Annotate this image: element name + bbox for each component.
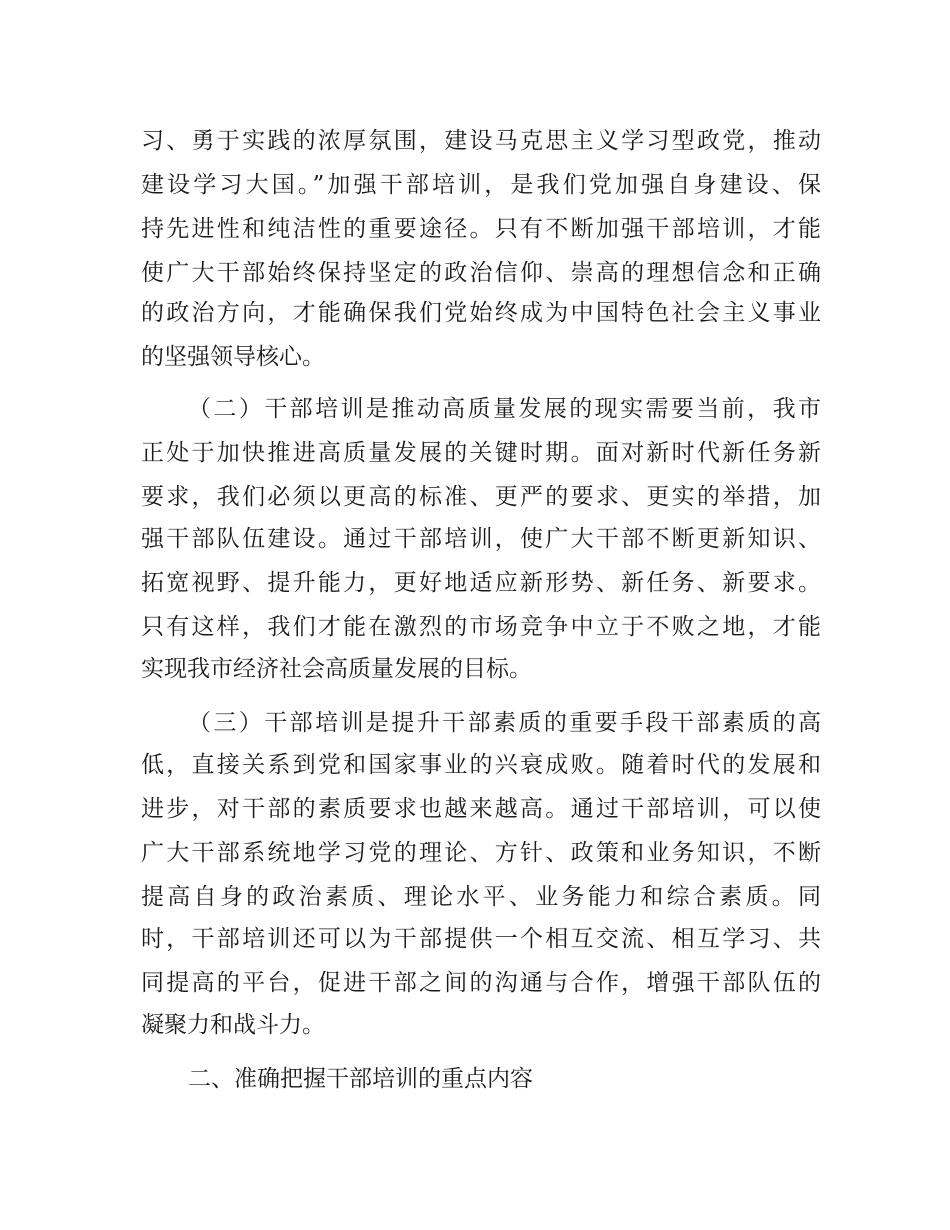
paragraph-2-line-6: 只有这样，我们才能在激烈的市场竞争中立于不败之地，才能 xyxy=(141,614,821,640)
paragraph-3-line-2: 低，直接关系到党和国家事业的兴衰成败。随着时代的发展和 xyxy=(141,752,821,778)
paragraph-1-line-1: 习、勇于实践的浓厚氛围，建设马克思主义学习型政党，推动 xyxy=(141,128,821,154)
paragraph-3-line-7: 同提高的平台，促进干部之间的沟通与合作，增强干部队伍的 xyxy=(141,970,821,996)
paragraph-3-line-1: （三）干部培训是提升干部素质的重要手段干部素质的高 xyxy=(188,710,821,736)
paragraph-1-line-4: 使广大干部始终保持坚定的政治信仰、崇高的理想信念和正确 xyxy=(141,260,821,286)
paragraph-3-line-4: 广大干部系统地学习党的理论、方针、政策和业务知识，不断 xyxy=(141,840,821,866)
paragraph-2-line-4: 强干部队伍建设。通过干部培训，使广大干部不断更新知识、 xyxy=(141,526,821,552)
paragraph-3-line-8: 凝聚力和战斗力。 xyxy=(141,1012,325,1038)
paragraph-2-line-3: 要求，我们必须以更高的标准、更严的要求、更实的举措，加 xyxy=(141,484,821,510)
section-heading: 二、准确把握干部培训的重点内容 xyxy=(188,1066,533,1092)
paragraph-1-line-5: 的政治方向，才能确保我们党始终成为中国特色社会主义事业 xyxy=(141,300,821,326)
paragraph-2-line-7: 实现我市经济社会高质量发展的目标。 xyxy=(141,656,532,682)
paragraph-2-line-5: 拓宽视野、提升能力，更好地适应新形势、新任务、新要求。 xyxy=(141,570,821,596)
paragraph-1-line-6: 的坚强领导核心。 xyxy=(141,344,325,370)
paragraph-1-line-3: 持先进性和纯洁性的重要途径。只有不断加强干部培训，才能 xyxy=(141,216,821,242)
paragraph-1-line-2: 建设学习大国。”加强干部培训，是我们党加强自身建设、保 xyxy=(141,172,821,198)
paragraph-3-line-3: 进步，对干部的素质要求也越来越高。通过干部培训，可以使 xyxy=(141,796,821,822)
paragraph-2-line-2: 正处于加快推进高质量发展的关键时期。面对新时代新任务新 xyxy=(141,440,821,466)
paragraph-2-line-1: （二）干部培训是推动高质量发展的现实需要当前，我市 xyxy=(188,396,821,422)
paragraph-3-line-6: 时，干部培训还可以为干部提供一个相互交流、相互学习、共 xyxy=(141,926,821,952)
paragraph-3-line-5: 提高自身的政治素质、理论水平、业务能力和综合素质。同 xyxy=(141,884,821,910)
